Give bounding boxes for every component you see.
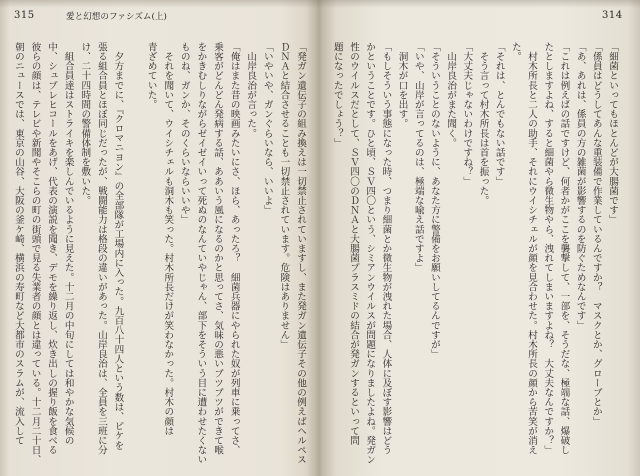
text-line: 張る組合員とほぼ同じだったが、戦闘能力は格段の違いがあった。山岸良治は、全員を三班に分 [95,42,107,455]
text-line: け、二十四時間の警備体制を敷いた。 [79,42,91,206]
text-line: 「それは、とんでもない話です」 [493,42,505,186]
text-line: ものね、ガンか、そのくらいならいいや」 [178,42,190,225]
text-line: 「大丈夫じゃないわけですね？」 [461,42,473,186]
text-line: 彼らの顔は、テレビや新聞やそこらの町の街頭で見る失業者の顔とは違っている。十二月二十日、 [29,42,41,465]
text-line: た。 [509,42,521,62]
right-page-text [328,42,620,470]
text-line: 題になったでしょう？」 [331,42,343,148]
page-top-shadow [0,0,640,8]
text-line: 山岸良治が言った。 [245,42,257,138]
text-line: 洞木が口を出す。 [396,42,408,129]
text-line: 「これは例えばの話ですけど、何者かがここを襲撃して、一部を、そうだな、極端な話、爆破し [558,42,570,455]
text-line: 村木所長と二人の助手、それにウイシチェルが顔を見合わせた。村木所長の顔から苦笑が消え [526,42,538,455]
text-line: 中、シュプレヒコールをあげ、代表の演説を聞き、デモを繰り返し、炊き出しの握り飯を食べる [46,42,58,455]
text-line: をかきむしりながらゼイゼイいって死ぬのなんていやじゃん、部下をそういう目に遭わせたくない [195,42,207,465]
left-page-number: 315 [14,10,35,21]
text-line: 「係員はどうしてあんな重装備で作業しているんですか？ マスクとか、グローブとか」 [590,42,602,426]
text-line: 青ざめていた。 [145,42,157,110]
text-line: それを聞いて、ウイシチェルも洞木も笑った。村木所長だけが笑わなかった。村木の顔は [162,42,174,436]
right-page-number: 314 [602,10,623,21]
left-page-text [9,42,308,470]
text-line: かということです。ひと頃、ＳＶ四〇という、シミアンウイルスが問題になりましたよね。発ガン [364,42,376,465]
text-line: 「そういうことのないように、あなた方に警備をお願いしてるんですが」 [428,42,440,359]
text-line: 乗客がどんどん発病する話、ああいう風になるのかと思ってさ、気味の悪いブツブツができて喉 [212,42,224,455]
text-line: ＤＮＡと結合させることも一切禁止されています。危険はありません」 [278,42,290,350]
text-line: たとしますよね、すると細菌やら微生物やら、洩れてしまいますよね？ 大丈夫なんですか？」 [542,42,554,455]
section-break [125,42,142,470]
text-line: 「あ、あれは、係員の方の雑菌が影響するのを防ぐためなんです」 [574,42,586,330]
running-head: 愛と幻想のファシズム(上) [66,12,167,22]
text-line: 「もしそういう事態になった時、つまり細菌とか微生物が洩れた場合、人体に及ぼす影響はどう [380,42,392,455]
text-line: 組合員達はストライキを楽しんでいるように見えた。十二月の中旬にしては和やかな気候の [62,42,74,446]
text-line: 「いや、山岸が言ってるのは、極端な喩え話ですよ」 [412,42,424,273]
text-line: 夕方までに、『クロマニヨン』の全部隊が工場内に入った。九百八十四人という数は、ピケを [112,42,124,450]
text-line: 性のウイルスだとして、ＳＶ四〇のＤＮＡと大腸菌プラスミドの結合が発ガンするといって問 [348,42,359,446]
text-line: 「発ガン遺伝子の組み換えは一切禁止されていますし、また発ガン遺伝子その他の例えばヘルペス [295,42,306,465]
text-line: 朝のニュースでは、東京の山谷、大阪の釜ケ崎、横浜の寿町など大都市のスラムが、流入して [12,42,24,446]
text-line: 山岸良治がまた聞く。 [445,42,457,148]
text-line: 「細菌といってもほとんどが大腸菌です」 [607,42,618,225]
text-line: 「俺はまた昔の映画みたいにさ、ほら、あったろ？ 細菌兵器にやられた奴が列車に乗ってさ、 [228,42,240,455]
text-line: 「いやいや、ガンぐらいなら、いいよ」 [261,42,273,215]
text-line: そう言って村木所長は首を振った。 [477,42,489,206]
